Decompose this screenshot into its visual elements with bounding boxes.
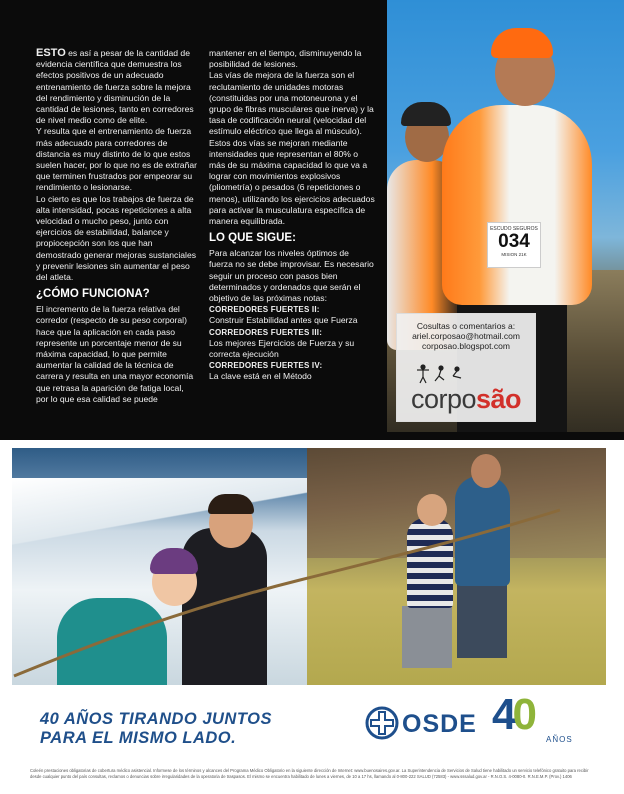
article-column-2 bbox=[209, 48, 375, 383]
legal-fine-print: Coleén prestaciones obligatorias de cobertura médico asistencial. Informese de los términos y alcances del Programa Médico Obligatorio en la siguiente dirección de Internet: www.buenosaires.gov.ar. La Superintendencia de Servicios de Salud tiene habilitado un servicio telefónico gratuito para recibir desde cualquier punto del país consultas, reclamos o denuncias sobre irregularidades de la operatoria de traspasos. El mismo se encuentra habilitado de lunes a viernes, de 10 a 17 hs, llamando al 0-800-222 SALUD (72583) - www.sssalud.gov.ar - R.N.O.S. 4-0080-0. R.N.E.M.P. (Prov.) 1406 bbox=[30, 768, 589, 779]
paragraph: El incremento de la fuerza relativa del corredor (respecto de su peso corporal) hace que la aplicación en cada paso represente un porcentaje menor de su máxima capacidad, lo que permite aumentar la calidad de la técnica de carrera y resulta en una mayor economía que retrasa la aparición de fatiga local, por lo que esa calidad se puede bbox=[36, 304, 194, 404]
runner-cap bbox=[491, 28, 553, 58]
exercise-figures-icon bbox=[415, 364, 465, 384]
paragraph: Para alcanzar los niveles óptimos de fuerza no se debe improvisar. Es necesario seguir un proceso con pasos bien determinados y ordenados que serán el objetivo de las próximas notas: bbox=[209, 248, 374, 304]
paragraph: Y resulta que el entrenamiento de fuerza más adecuado para corredores de distancia es muy distinto de lo que estos suelen hacer, por lo que no es de extrañar que terminen frustrados por empeorar su rendimiento o lesionarse. bbox=[36, 126, 198, 193]
corposao-logo: corposão bbox=[410, 384, 522, 414]
next-note-text: Los mejores Ejercicios de Fuerza y su correcta ejecución bbox=[209, 337, 355, 360]
anniversary-number: 40 bbox=[492, 690, 533, 739]
paragraph bbox=[36, 48, 198, 126]
runner-body bbox=[442, 105, 592, 305]
osde-advertisement bbox=[0, 440, 624, 794]
slogan-line-2: PARA EL MISMO LADO. bbox=[40, 729, 237, 747]
next-note-text: La clave está en el Método bbox=[209, 371, 312, 382]
contact-label: Cosultas o comentarios a: bbox=[416, 321, 516, 331]
osde-cross-icon bbox=[365, 706, 399, 740]
paragraph-text: es así a pesar de la cantidad de evidencia científica que demuestra los efectos positivos de un adecuado entrenamiento de fuerza sobre la mejora del rendimiento y disminución de la cantidad de lesiones, tanto en corredores de nivel medio como de elite. bbox=[36, 48, 194, 126]
bib-number: 034 bbox=[498, 231, 530, 252]
paragraph: mantener en el tiempo, disminuyendo la posibilidad de lesiones. bbox=[209, 48, 362, 70]
osde-wordmark: OSDE bbox=[402, 710, 477, 738]
second-runner-cap bbox=[401, 102, 451, 126]
paragraph: Lo cierto es que los trabajos de fuerza de alta intensidad, pocas repeticiones a alta velocidad o mucho peso, junto con ejercicios de estabilidad, balance y propiocepción son los que han demostrado generar mejoras sustanciales y prevenir lesiones sin aumentar el peso del atleta. bbox=[36, 193, 197, 283]
anniversary-label: AÑOS bbox=[546, 735, 573, 744]
slogan-line-1: 40 AÑOS TIRANDO JUNTOS bbox=[40, 710, 272, 728]
section-heading: ¿CÓMO FUNCIONA? bbox=[36, 288, 150, 301]
ad-slogan bbox=[40, 710, 272, 748]
section-heading: LO QUE SIGUE: bbox=[209, 232, 296, 245]
bib-sponsor: ESCUDO SEGUROS bbox=[490, 226, 538, 232]
rope bbox=[0, 440, 624, 700]
race-bib bbox=[487, 222, 541, 268]
lead-word: ESTO bbox=[36, 47, 66, 59]
contact-box bbox=[396, 313, 536, 422]
contact-email[interactable]: ariel.corposao@hotmail.com bbox=[412, 331, 520, 341]
next-note-text: Construir Estabilidad antes que Fuerza bbox=[209, 315, 358, 326]
next-note-title: CORREDORES FUERTES IV: bbox=[209, 361, 323, 371]
paragraph: Las vías de mejora de la fuerza son el reclutamiento de unidades motoras (constituidas por una motoneurona y el grupo de fibras musculares que inerva) y la tasa de codificación neural (velocidad del estímulo eléctrico que llega al músculo). Estos dos vías se mejoran mediante intensidades que representan el 80% o más de su máxima capacidad lo que va a lograr con movimientos explosivos (pliometría) o pesados (6 repeticiones o menos), utilizando los ejercicios adecuados para activar la musculatura específica de manera equilibrada. bbox=[209, 70, 375, 227]
next-note-title: CORREDORES FUERTES III: bbox=[209, 327, 323, 337]
article-column-1 bbox=[36, 48, 198, 405]
bib-race: MISION 21K bbox=[501, 252, 527, 257]
contact-blog[interactable]: corposao.blogspot.com bbox=[422, 341, 510, 351]
next-note-title: CORREDORES FUERTES II: bbox=[209, 305, 320, 315]
